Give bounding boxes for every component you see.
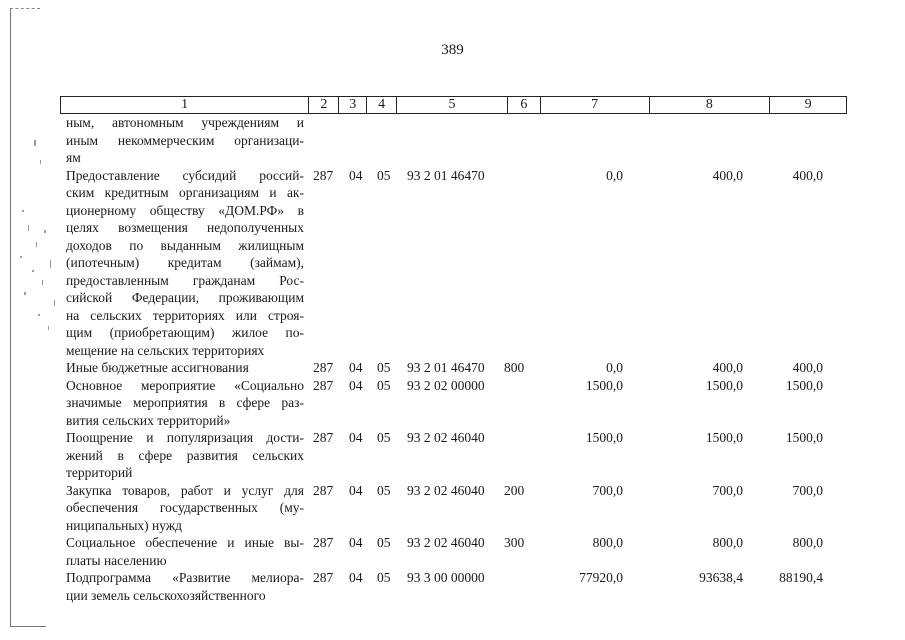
section-code: 04 — [349, 377, 363, 393]
amount-col-8: 400,0 — [712, 360, 743, 375]
amount-col-9: 1500,0 — [785, 430, 823, 445]
row-description — [66, 359, 304, 377]
table-row — [66, 534, 847, 569]
target-article-code: 93 3 00 00000 — [407, 570, 485, 585]
description-line: ским кредитным организациям и ак- — [66, 185, 304, 200]
header-col-6: 6 — [508, 97, 541, 113]
description-line: (ипотечным) кредитам (займам), — [66, 255, 304, 270]
subsection-code: 05 — [377, 430, 391, 445]
description-line: Иные бюджетные ассигнования — [66, 360, 249, 375]
description-line: предоставленным гражданам Рос- — [66, 272, 304, 288]
description-line: мещение на сельских территориях — [66, 342, 265, 358]
table-row — [66, 569, 847, 604]
header-col-9: 9 — [804, 97, 812, 112]
table-row — [66, 114, 847, 167]
amount-col-9: 700,0 — [792, 482, 823, 498]
section-code: 04 — [349, 482, 363, 498]
table-row — [66, 482, 847, 535]
row-description — [66, 569, 304, 604]
admin-code: 287 — [313, 482, 334, 498]
description-line: щим (приобретающим) жилое по- — [66, 325, 304, 340]
admin-code: 287 — [313, 167, 334, 183]
target-article-code: 93 2 02 00000 — [407, 377, 485, 393]
description-line: ции земель сельскохозяйственного — [66, 587, 266, 603]
description-line: Поощрение и популяризация дости- — [66, 430, 304, 445]
description-line: значимые мероприятия в сфере раз- — [66, 395, 304, 410]
admin-code: 287 — [313, 360, 334, 375]
target-article-code: 93 2 01 46470 — [407, 360, 485, 375]
expense-type-code: 800 — [504, 360, 525, 375]
header-col-2: 2 — [309, 97, 339, 113]
page-number: 389 — [441, 42, 464, 58]
target-article-code: 93 2 02 46040 — [407, 482, 485, 498]
description-line: платы населению — [66, 552, 167, 568]
amount-col-7: 77920,0 — [579, 570, 623, 585]
description-line: иным некоммерческим организаци- — [66, 132, 304, 148]
scan-bottom-mark — [10, 626, 46, 627]
description-line: территорий — [66, 465, 133, 480]
row-description — [66, 429, 304, 482]
description-line: на сельских территориях или строя- — [66, 307, 304, 323]
description-line: Социальное обеспечение и иные вы- — [66, 535, 304, 550]
table-row — [66, 377, 847, 430]
description-line: обеспечения государственных (му- — [66, 500, 304, 515]
amount-col-8: 1500,0 — [705, 430, 743, 445]
amount-col-7: 0,0 — [606, 360, 623, 375]
subsection-code: 05 — [377, 377, 391, 393]
section-code: 04 — [349, 430, 363, 445]
description-line: доходов по выданным жилищным — [66, 237, 304, 253]
amount-col-9: 400,0 — [792, 167, 823, 183]
row-description — [66, 482, 304, 535]
row-description — [66, 377, 304, 430]
admin-code: 287 — [313, 570, 334, 585]
section-code: 04 — [349, 167, 363, 183]
admin-code: 287 — [313, 377, 334, 393]
scan-noise — [14, 130, 60, 350]
description-line: ниципальных) нужд — [66, 517, 183, 533]
amount-col-9: 1500,0 — [785, 377, 823, 393]
table-row — [66, 167, 847, 360]
amount-col-7: 700,0 — [592, 482, 623, 498]
expense-type-code: 300 — [504, 535, 525, 550]
scan-top-mark — [10, 8, 40, 9]
description-line: сийской Федерации, проживающим — [66, 290, 304, 305]
header-col-4: 4 — [367, 97, 397, 113]
description-line: Основное мероприятие «Социально — [66, 377, 304, 393]
amount-col-7: 0,0 — [606, 167, 623, 183]
header-col-8: 8 — [650, 97, 771, 113]
description-line: ным, автономным учреждениям и — [66, 115, 304, 130]
section-code: 04 — [349, 535, 363, 550]
scan-left-edge — [10, 8, 11, 626]
subsection-code: 05 — [377, 535, 391, 550]
header-col-3: 3 — [339, 97, 367, 113]
amount-col-8: 400,0 — [712, 167, 743, 183]
subsection-code: 05 — [377, 570, 391, 585]
description-line: целях возмещения недополученных — [66, 220, 304, 235]
admin-code: 287 — [313, 535, 334, 550]
description-line: Предоставление субсидий россий- — [66, 167, 304, 183]
subsection-code: 05 — [377, 167, 391, 183]
description-line: Подпрограмма «Развитие мелиора- — [66, 570, 304, 585]
row-description — [66, 114, 304, 167]
header-col-7: 7 — [541, 97, 650, 113]
amount-col-9: 88190,4 — [779, 570, 823, 585]
amount-col-8: 93638,4 — [699, 570, 743, 585]
table-row — [66, 359, 847, 377]
section-code: 04 — [349, 570, 363, 585]
subsection-code: 05 — [377, 482, 391, 498]
target-article-code: 93 2 02 46040 — [407, 430, 485, 445]
amount-col-9: 800,0 — [792, 535, 823, 550]
table-header — [60, 96, 847, 114]
target-article-code: 93 2 01 46470 — [407, 167, 485, 183]
description-line: жений в сфере развития сельских — [66, 447, 304, 463]
header-col-1: 1 — [61, 97, 309, 113]
subsection-code: 05 — [377, 360, 391, 375]
target-article-code: 93 2 02 46040 — [407, 535, 485, 550]
amount-col-8: 1500,0 — [705, 377, 743, 393]
header-col-5: 5 — [397, 97, 508, 113]
table-row — [66, 429, 847, 482]
amount-col-9: 400,0 — [792, 360, 823, 375]
expense-type-code: 200 — [504, 482, 525, 498]
amount-col-7: 800,0 — [592, 535, 623, 550]
admin-code: 287 — [313, 430, 334, 445]
amount-col-8: 800,0 — [712, 535, 743, 550]
row-description — [66, 534, 304, 569]
section-code: 04 — [349, 360, 363, 375]
budget-table-body — [66, 114, 847, 604]
row-description — [66, 167, 304, 360]
amount-col-8: 700,0 — [712, 482, 743, 498]
description-line: ционерному обществу «ДОМ.РФ» в — [66, 202, 304, 218]
amount-col-7: 1500,0 — [585, 430, 623, 445]
description-line: ям — [66, 150, 81, 165]
description-line: Закупка товаров, работ и услуг для — [66, 482, 304, 498]
amount-col-7: 1500,0 — [585, 377, 623, 393]
description-line: вития сельских территорий» — [66, 412, 231, 428]
